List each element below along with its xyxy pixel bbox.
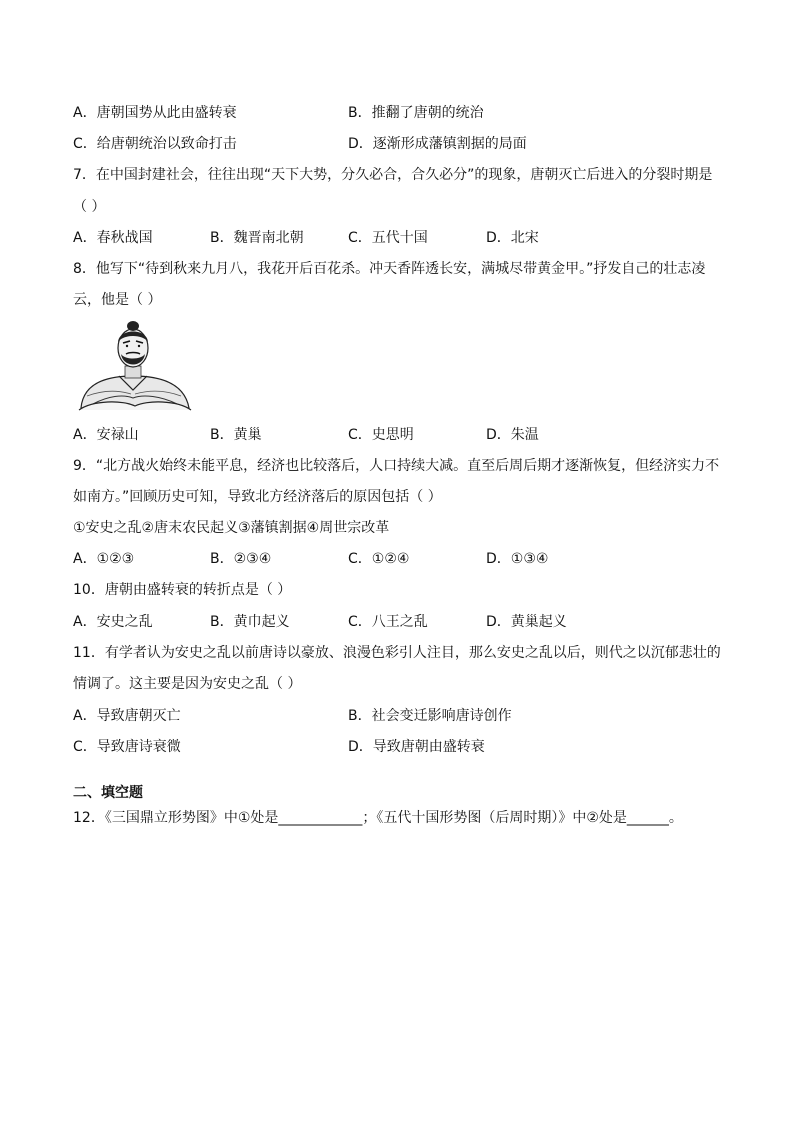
q7-stem-line2: （ ） <box>73 199 106 215</box>
q12-text: 12．《三国鼎立形势图》中①处是____________；《五代十国形势图（后周时期）》中②处是______。 <box>73 810 683 826</box>
q8-option-b: B．黄巢 <box>210 427 262 443</box>
q8-stem-line1: 8．他写下“待到秋来九月八，我花开后百花杀。冲天香阵透长安，满城尽带黄金甲。”抒发自己的壮志凌 <box>73 261 706 277</box>
q9-option-d: D．①③④ <box>486 551 549 567</box>
q10-option-c: C．八王之乱 <box>348 614 428 630</box>
q6-option-c: C．给唐朝统治以致命打击 <box>73 136 237 152</box>
q11-stem-line1: 11．有学者认为安史之乱以前唐诗以豪放、浪漫色彩引人注目，那么安史之乱以后，则代之以沉郁悲壮的 <box>73 645 721 661</box>
q11-option-a: A．导致唐朝灭亡 <box>73 708 181 724</box>
q9-option-a: A．①②③ <box>73 551 135 567</box>
section-heading-fill-in: 二、填空题 <box>73 785 143 801</box>
q10-option-a: A．安史之乱 <box>73 614 153 630</box>
q10-option-d: D．黄巢起义 <box>486 614 567 630</box>
q7-option-b: B．魏晋南北朝 <box>210 230 304 246</box>
q6-option-b: B．推翻了唐朝的统治 <box>348 105 484 121</box>
q7-option-d: D．北宋 <box>486 230 539 246</box>
q8-option-a: A．安禄山 <box>73 427 139 443</box>
q7-option-a: A．春秋战国 <box>73 230 153 246</box>
portrait-illustration <box>73 316 193 414</box>
q8-stem-line2: 云，他是（ ） <box>73 292 162 308</box>
q9-option-b: B．②③④ <box>210 551 272 567</box>
q7-option-c: C．五代十国 <box>348 230 428 246</box>
q6-option-d: D．逐渐形成藩镇割据的局面 <box>348 136 527 152</box>
q11-option-c: C．导致唐诗衰微 <box>73 739 181 755</box>
q9-stem-line3: ①安史之乱②唐末农民起义③藩镇割据④周世宗改革 <box>73 520 390 536</box>
q9-option-c: C．①②④ <box>348 551 410 567</box>
q8-option-c: C．史思明 <box>348 427 414 443</box>
q11-option-b: B．社会变迁影响唐诗创作 <box>348 708 512 724</box>
q8-option-d: D．朱温 <box>486 427 539 443</box>
q11-stem-line2: 情调了。这主要是因为安史之乱（ ） <box>73 676 302 692</box>
q9-stem-line2: 如南方。”回顾历史可知，导致北方经济落后的原因包括（ ） <box>73 489 442 505</box>
q6-option-a: A．唐朝国势从此由盛转衰 <box>73 105 237 121</box>
q11-option-d: D．导致唐朝由盛转衰 <box>348 739 485 755</box>
q9-stem-line1: 9．“北方战火始终未能平息，经济也比较落后，人口持续大减。直至后周后期才逐渐恢复，但经济实力不 <box>73 458 720 474</box>
q10-stem: 10．唐朝由盛转衰的转折点是（ ） <box>73 582 292 598</box>
q7-stem-line1: 7．在中国封建社会，往往出现“天下大势，分久必合，合久必分”的现象，唐朝灭亡后进入的分裂时期是 <box>73 167 713 183</box>
q10-option-b: B．黄巾起义 <box>210 614 290 630</box>
